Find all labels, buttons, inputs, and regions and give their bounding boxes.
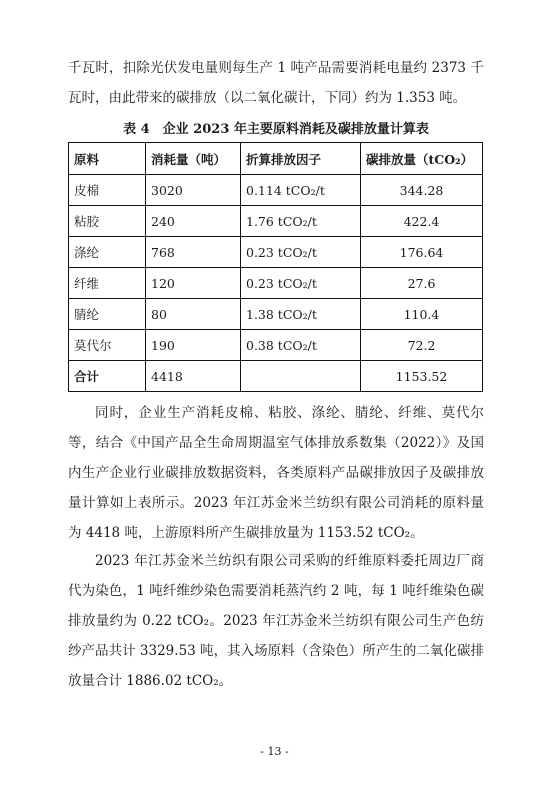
emission-cell: 110.4 bbox=[361, 299, 483, 330]
emission-factor-cell: 0.38 tCO₂/t bbox=[241, 330, 361, 361]
material-cell: 腈纶 bbox=[69, 299, 146, 330]
table-row bbox=[69, 206, 483, 237]
emission-cell: 72.2 bbox=[361, 330, 483, 361]
total-factor-empty bbox=[241, 361, 361, 392]
material-cell: 纤维 bbox=[69, 268, 146, 299]
intro-paragraph: 千瓦时，扣除光伏发电量则每生产 1 吨产品需要消耗电量约 2373 千瓦时，由此带来的碳排放（以二氧化碳计，下同）约为 1.353 吨。 bbox=[68, 60, 484, 106]
consumption-cell: 190 bbox=[146, 330, 241, 361]
material-cell: 皮棉 bbox=[69, 175, 146, 206]
column-header: 碳排放量（tCO₂） bbox=[361, 143, 483, 175]
emission-factor-cell: 0.23 tCO₂/t bbox=[241, 268, 361, 299]
column-header: 折算排放因子 bbox=[241, 143, 361, 175]
table-row bbox=[69, 299, 483, 330]
total-label: 合计 bbox=[69, 361, 146, 392]
materials-emission-table bbox=[68, 142, 483, 392]
consumption-cell: 240 bbox=[146, 206, 241, 237]
consumption-cell: 768 bbox=[146, 237, 241, 268]
consumption-cell: 3020 bbox=[146, 175, 241, 206]
table-caption: 表 4 企业 2023 年主要原料消耗及碳排放量计算表 bbox=[123, 122, 429, 137]
table-row bbox=[69, 330, 483, 361]
consumption-cell: 120 bbox=[146, 268, 241, 299]
paragraph-materials: 同时，企业生产消耗皮棉、粘胶、涤纶、腈纶、纤维、莫代尔等，结合《中国产品全生命周期温室气体排放系数集（2022）》及国内生产企业行业碳排放数据资料，各类原料产品碳排放因子及碳排放量计算如上表所示。2023 年江苏金米兰纺织有限公司消耗的原料量为 4418 吨，上游原料所产生碳排放量为 1153.52 tCO₂。 bbox=[68, 405, 484, 541]
material-cell: 莫代尔 bbox=[69, 330, 146, 361]
emission-factor-cell: 1.38 tCO₂/t bbox=[241, 299, 361, 330]
emission-factor-cell: 0.23 tCO₂/t bbox=[241, 237, 361, 268]
column-header: 原料 bbox=[69, 143, 146, 175]
emission-factor-cell: 1.76 tCO₂/t bbox=[241, 206, 361, 237]
emission-cell: 344.28 bbox=[361, 175, 483, 206]
column-header: 消耗量（吨） bbox=[146, 143, 241, 175]
emission-cell: 422.4 bbox=[361, 206, 483, 237]
total-emission: 1153.52 bbox=[361, 361, 483, 392]
consumption-cell: 80 bbox=[146, 299, 241, 330]
table-row bbox=[69, 237, 483, 268]
table-row bbox=[69, 175, 483, 206]
total-consumption: 4418 bbox=[146, 361, 241, 392]
paragraph-dyeing: 2023 年江苏金米兰纺织有限公司采购的纤维原料委托周边厂商代为染色，1 吨纤维纱染色需要消耗蒸汽约 2 吨，每 1 吨纤维染色碳排放量约为 0.22 tCO₂。2023 年江苏金米兰纺织有限公司生产色纺纱产品共计 3329.53 吨，其入场原料（含染色）所产生的二氧化碳排放量合计 1886.02 tCO₂。 bbox=[68, 553, 484, 689]
emission-factor-cell: 0.114 tCO₂/t bbox=[241, 175, 361, 206]
emission-cell: 27.6 bbox=[361, 268, 483, 299]
table-header-row bbox=[69, 143, 483, 175]
table-total-row bbox=[69, 361, 483, 392]
emission-cell: 176.64 bbox=[361, 237, 483, 268]
table-row bbox=[69, 268, 483, 299]
material-cell: 粘胶 bbox=[69, 206, 146, 237]
material-cell: 涤纶 bbox=[69, 237, 146, 268]
page-number: - 13 - bbox=[260, 745, 289, 758]
